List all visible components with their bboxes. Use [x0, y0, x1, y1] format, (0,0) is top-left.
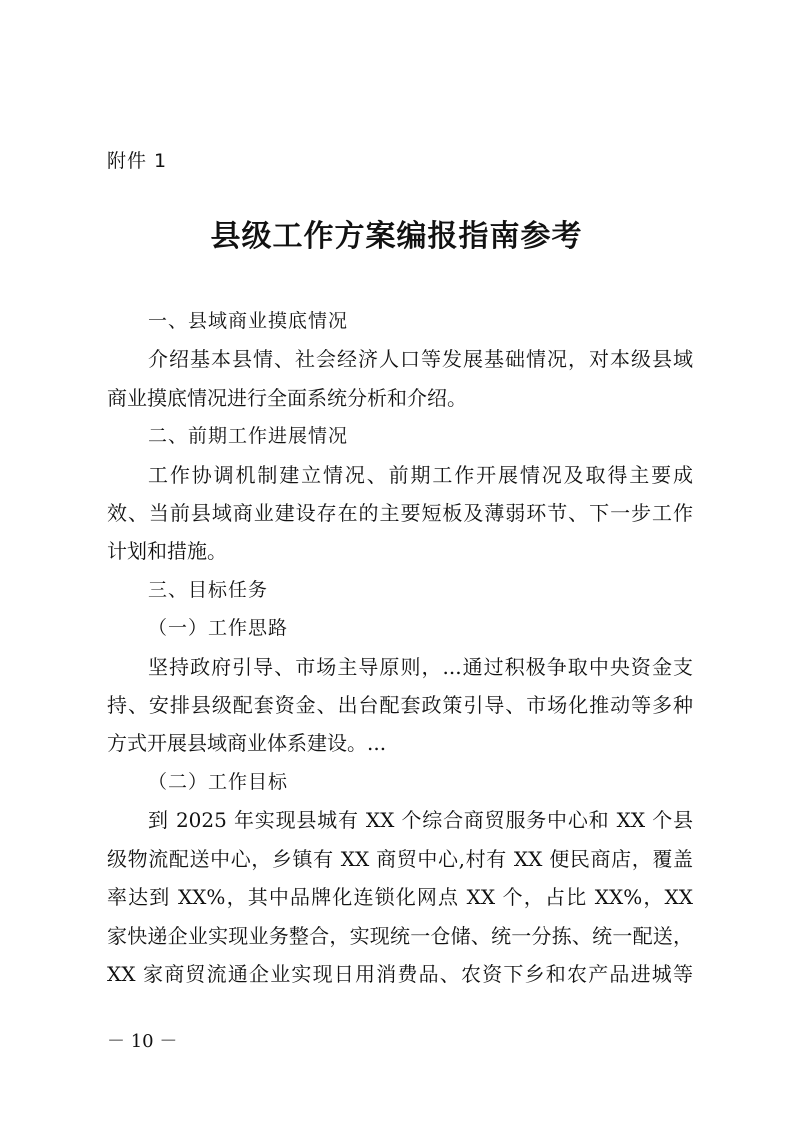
- subsection-heading-1: （一）工作思路: [148, 617, 289, 640]
- subsection-paragraph-1: [107, 648, 693, 763]
- document-title: 县级工作方案编报指南参考: [210, 219, 583, 254]
- section-paragraph-2: [107, 456, 693, 571]
- document-body: [107, 302, 693, 993]
- paragraph-line: 率达到 XX%，其中品牌化连锁化网点 XX 个，占比 XX%，XX: [107, 885, 693, 910]
- paragraph-line: 介绍基本县情、社会经济人口等发展基础情况，对本级县域: [148, 347, 693, 372]
- paragraph-line: XX 家商贸流通企业实现日用消费品、农资下乡和农产品进城等: [107, 961, 693, 986]
- paragraph-line: 到 2025 年实现县城有 XX 个综合商贸服务中心和 XX 个县: [148, 808, 693, 833]
- section-heading-2: 二、前期工作进展情况: [148, 425, 349, 448]
- paragraph-line: 家快递企业实现业务整合，实现统一仓储、统一分拣、统一配送，: [107, 923, 693, 948]
- subsection-paragraph-2: [107, 801, 693, 993]
- subsection-heading-2: （二）工作目标: [148, 770, 289, 793]
- section-heading-3: 三、目标任务: [148, 578, 269, 601]
- page-number: － 10 －: [107, 1031, 178, 1052]
- paragraph-line: 商业摸底情况进行全面系统分析和介绍。: [107, 385, 467, 410]
- paragraph-line: 持、安排县级配套资金、出台配套政策引导、市场化推动等多种: [107, 693, 693, 718]
- attachment-label: 附件 1: [107, 150, 168, 172]
- paragraph-line: 工作协调机制建立情况、前期工作开展情况及取得主要成: [148, 462, 693, 487]
- paragraph-line: 级物流配送中心，乡镇有 XX 商贸中心,村有 XX 便民商店，覆盖: [107, 846, 693, 871]
- section-heading-1: 一、县域商业摸底情况: [148, 310, 349, 332]
- paragraph-line: 计划和措施。: [107, 539, 227, 564]
- paragraph-line: 方式开展县域商业体系建设。...: [107, 731, 387, 756]
- paragraph-line: 坚持政府引导、市场主导原则，...通过积极争取中央资金支: [148, 654, 693, 679]
- paragraph-line: 效、当前县域商业建设存在的主要短板及薄弱环节、下一步工作: [107, 501, 693, 526]
- section-paragraph-1: [107, 340, 693, 417]
